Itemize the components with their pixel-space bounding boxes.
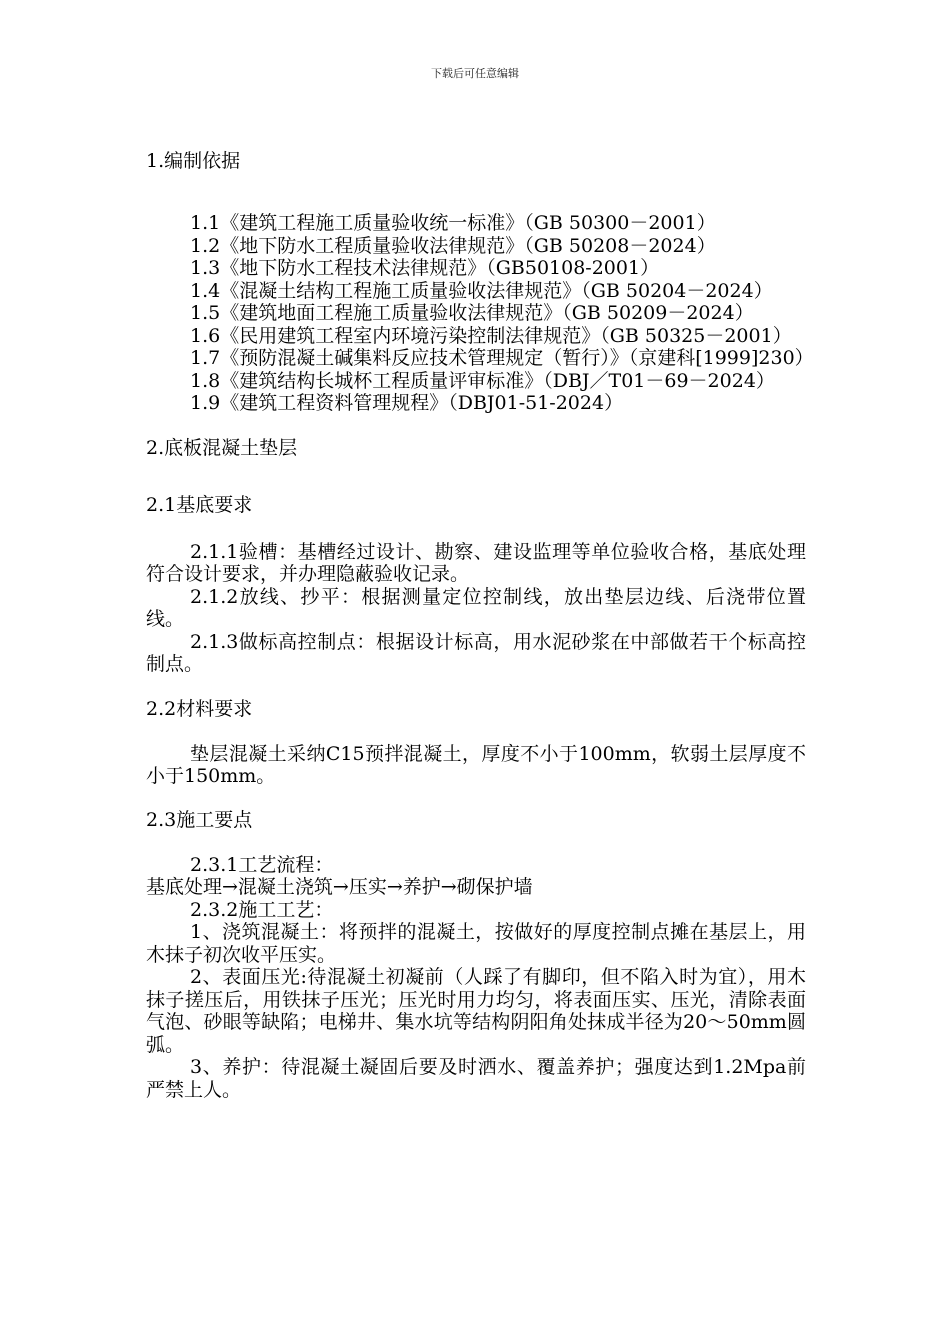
basis-item: 1.5《建筑地面工程施工质量验收法律规范》（GB 50209－2024）	[190, 302, 754, 324]
base-requirement-item: 2.1.3做标高控制点：根据设计标高，用水泥砂浆在中部做若干个标高控制点。	[146, 630, 806, 675]
basis-item: 1.7《预防混凝土碱集料反应技术管理规定（暂行）》（京建科[1999]230）	[190, 347, 814, 369]
basis-item: 1.4《混凝土结构工程施工质量验收法律规范》（GB 50204－2024）	[190, 279, 773, 302]
basis-item: 1.1《建筑工程施工质量验收统一标准》（GB 50300－2001）	[190, 212, 716, 234]
base-requirements-list	[146, 541, 806, 676]
basis-list	[146, 212, 814, 415]
construction-craft-title: 2.3.2施工工艺：	[190, 898, 334, 921]
process-flow-title: 2.3.1工艺流程：	[190, 853, 334, 876]
process-flow-text: 基底处理→混凝土浇筑→压实→养护→砌保护墙	[146, 876, 533, 898]
page-header-note: 下载后可任意编辑	[431, 67, 519, 80]
base-requirement-item: 2.1.1验槽：基槽经过设计、勘察、建设监理等单位验收合格，基底处理符合设计要求，并办理隐蔽验收记录。	[146, 540, 806, 585]
basis-item: 1.2《地下防水工程质量验收法律规范》（GB 50208－2024）	[190, 234, 716, 257]
basis-item: 1.9《建筑工程资料管理规程》（DBJ01-51-2024）	[190, 392, 624, 414]
section-title-slab-cushion: 2.底板混凝土垫层	[146, 436, 298, 459]
construction-step: 1、浇筑混凝土：将预拌的混凝土，按做好的厚度控制点摊在基层上，用木抹子初次收平压实。	[146, 921, 806, 966]
basis-item: 1.6《民用建筑工程室内环境污染控制法律规范》（GB 50325－2001）	[190, 324, 792, 347]
document-body	[146, 145, 814, 1101]
subsection-title-construction-points: 2.3施工要点	[146, 808, 253, 831]
subsection-title-material-requirements: 2.2材料要求	[146, 697, 253, 720]
basis-item: 1.8《建筑结构长城杯工程质量评审标准》（DBJ／T01－69－2024）	[190, 369, 775, 392]
base-requirement-item: 2.1.2放线、抄平：根据测量定位控制线，放出垫层边线、后浇带位置线。	[146, 585, 806, 630]
construction-step: 3、养护：待混凝土凝固后要及时洒水、覆盖养护；强度达到1.2Mpa前严禁上人。	[146, 1056, 806, 1101]
basis-item: 1.3《地下防水工程技术法律规范》（GB50108-2001）	[190, 257, 660, 279]
material-requirement-text: 垫层混凝土采纳C15预拌混凝土，厚度不小于100mm，软弱土层厚度不小于150mm。	[146, 742, 806, 787]
subsection-title-base-requirements: 2.1基底要求	[146, 493, 253, 516]
construction-points-list	[146, 854, 806, 1102]
section-title-basis: 1.编制依据	[146, 150, 241, 172]
construction-step: 2、表面压光:待混凝土初凝前（人踩了有脚印，但不陷入时为宜），用木抹子搓压后，用铁抹子压光；压光时用力均匀，将表面压实、压光，清除表面气泡、砂眼等缺陷；电梯井、集水坑等结构阴阳角处抹成半径为20～50mm圆弧。	[146, 966, 806, 1056]
